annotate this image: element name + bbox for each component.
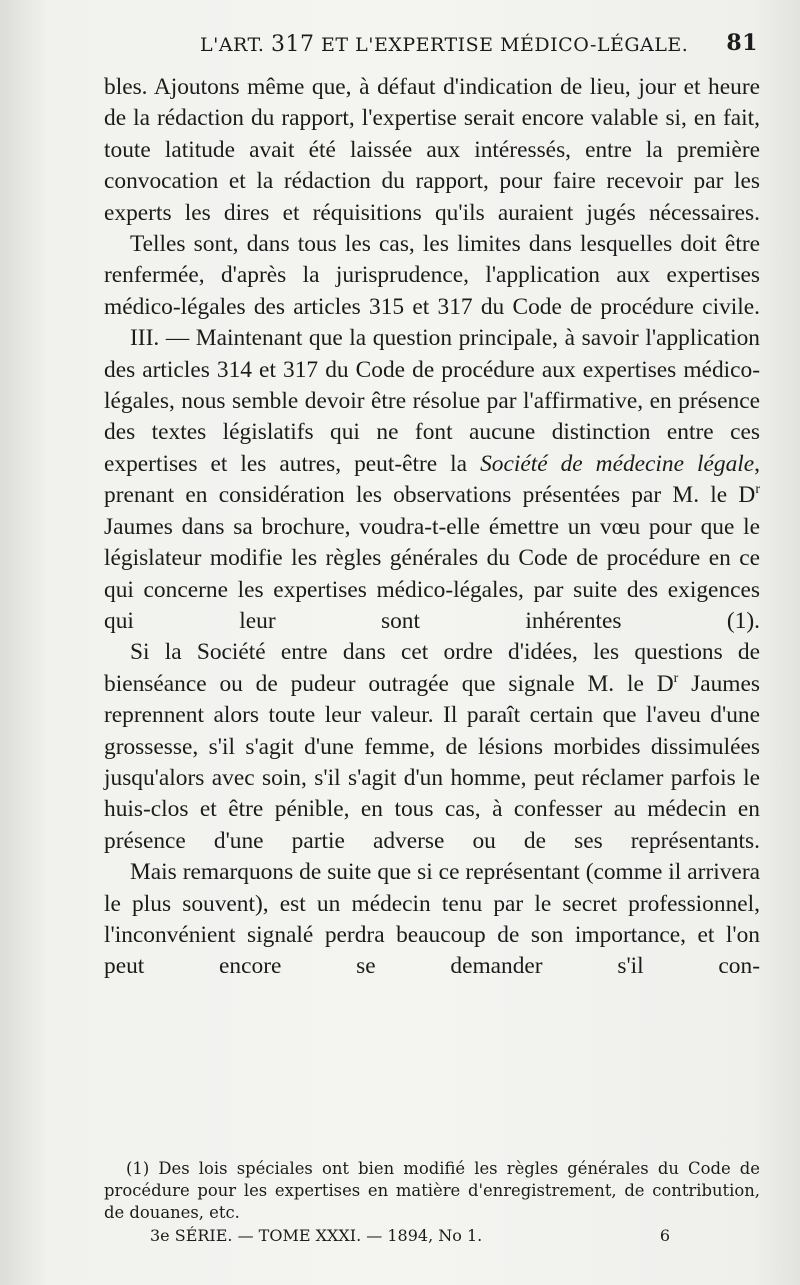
paragraph-text: Mais remarquons de suite que si ce représentant (comme il arrivera le plus souvent), est un médecin tenu par le secret professionnel, l'inconvénient signalé perdra beaucoup de son importance, et l'on peut encore se demander s'il con-: [104, 859, 760, 980]
paragraph-limits: [104, 229, 760, 323]
footnote: [104, 1158, 760, 1224]
paragraph-text: Jaumes reprennent alors toute leur valeur. Il paraît certain que l'aveu d'une grossesse, s'il s'agit d'une femme, de lésions morbides dissimulées jusqu'alors avec soin, s'il s'agit d'un homme, peut réclamer parfois le huis-clos et être pénible, en tous cas, à confesser au médecin en présence d'une partie adverse ou de ses représentants.: [104, 670, 760, 854]
sheet-number: 6: [659, 1226, 670, 1245]
paragraph-section-iii: [104, 323, 760, 637]
paragraph-societe: [104, 637, 760, 857]
superscript: r: [755, 482, 760, 498]
running-title-post: ET L'EXPERTISE MÉDICO-LÉGALE.: [321, 34, 689, 56]
running-title: [200, 32, 688, 57]
running-header: [200, 32, 758, 62]
main-text: [104, 72, 760, 983]
paragraph-text: Si la Société entre dans cet ordre d'idées, les questions de bienséance ou de pudeur outragée que signale M. le D: [104, 639, 760, 697]
society-name-italic: Société de médecine légale: [480, 450, 755, 477]
paragraph-remarquons: [104, 857, 760, 983]
running-title-article-number: 317: [271, 32, 315, 57]
paragraph-text: Telles sont, dans tous les cas, les limites dans lesquelles doit être renfermée, d'après la jurisprudence, l'application aux expertises médico-légales des articles 315 et 317 du Code de procédure civile.: [104, 231, 760, 320]
paragraph-continuation: [104, 72, 760, 229]
page-number: 81: [726, 30, 758, 56]
superscript: r: [673, 670, 679, 686]
series-info: 3e SÉRIE. — TOME XXXI. — 1894, No 1.: [150, 1226, 483, 1245]
running-title-pre: L'ART.: [200, 34, 265, 56]
paragraph-text: III. — Maintenant que la question principale, à savoir l'application des articles 314 et 317 du Code de procédure aux expertises médico-légales, nous semble devoir être résolue par l'affirmative, en présence des textes législatifs qui ne font aucune distinction entre ces expertises et les autres, peut-être la: [104, 325, 760, 477]
paragraph-text: Jaumes dans sa brochure, voudra-t-elle émettre un vœu pour que le législateur modifie les règles générales du Code de procédure en ce qui concerne les expertises médico-légales, par suite des exigences qui leur sont inhérentes (1).: [104, 513, 760, 634]
paragraph-text: bles. Ajoutons même que, à défaut d'indication de lieu, jour et heure de la rédaction du rapport, l'expertise serait encore valable si, en fait, toute latitude avait été laissée aux intéressés, entre la première convocation et la rédaction du rapport, pour faire recevoir par les experts les dires et réquisitions qu'ils auraient jugés nécessaires.: [104, 74, 760, 226]
footnote-text: (1) Des lois spéciales ont bien modifié les règles générales du Code de procédure pour les expertises en matière d'enregistrement, de contribution, de douanes, etc.: [104, 1159, 760, 1222]
paragraph-text: , prenant en considération les observations présentées par M. le D: [104, 450, 760, 509]
